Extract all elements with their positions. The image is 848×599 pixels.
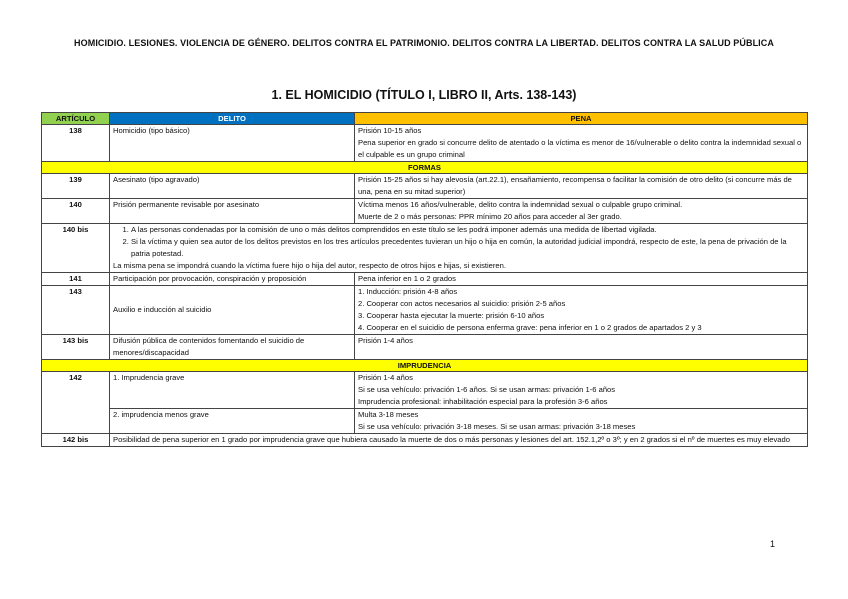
band-label-formas: FORMAS (42, 162, 808, 174)
article-number: 141 (42, 273, 110, 286)
penalty-cell (355, 125, 808, 162)
document-header: HOMICIDIO. LESIONES. VIOLENCIA DE GÉNERO. DELITOS CONTRA EL PATRIMONIO. DELITOS CONTRA LA LIBERTAD. DELITOS CONTRA LA SALUD PÚBLICA (74, 38, 774, 48)
article-number: 140 (42, 199, 110, 224)
column-header-delito: DELITO (110, 113, 355, 125)
page-number: 1 (770, 539, 776, 549)
penalty-line: 4. Cooperar en el suicidio de persona enferma grave: pena inferior en 1 o 2 grados de apartados 2 y 3 (358, 323, 702, 332)
offence-cell: Asesinato (tipo agravado) (110, 174, 355, 199)
article-number: 143 (42, 286, 110, 335)
numbered-list (113, 224, 804, 260)
combined-cell (110, 224, 808, 273)
article-number: 142 bis (42, 434, 110, 447)
offence-cell: Participación por provocación, conspiración y proposición (110, 273, 355, 286)
table-row (42, 199, 808, 224)
penalty-line: Prisión 10-15 años (358, 126, 422, 135)
article-number: 139 (42, 174, 110, 199)
extra-line: La misma pena se impondrá cuando la víctima fuere hijo o hija del autor, respecto de otros hijos e hijas, si existieren. (113, 261, 506, 270)
table-header-row (42, 113, 808, 125)
penalty-cell: Prisión 15-25 años si hay alevosía (art.22.1), ensañamiento, recompensa o facilitar la comisión de otro delito (si concurre más de una, pena en su mitad superior) (355, 174, 808, 199)
list-item: 1. A las personas condenadas por la comisión de uno o más delitos comprendidos en este título se les podrá imponer además una medida de libertad vigilada. (131, 224, 804, 236)
table-row (42, 224, 808, 273)
band-row-formas (42, 162, 808, 174)
combined-cell: Posibilidad de pena superior en 1 grado por imprudencia grave que hubiera causado la muerte de dos o más personas y lesiones del art. 152.1,2º o 3º; y en 2 grados si el nº de muertes es muy elevado (110, 434, 808, 447)
penalty-line: Si se usa vehículo: privación 1-6 años. Si se usan armas: privación 1-6 años (358, 385, 616, 394)
penalty-line: Multa 3-18 meses (358, 410, 419, 419)
article-number: 142 (42, 372, 110, 434)
penalty-line: Imprudencia profesional: inhabilitación especial para la profesión 3-6 años (358, 397, 608, 406)
penalty-cell: Prisión 1-4 años (355, 335, 808, 360)
table-row (42, 273, 808, 286)
offence-cell: Prisión permanente revisable por asesinato (110, 199, 355, 224)
offence-cell: Auxilio e inducción al suicidio (110, 286, 355, 335)
penalty-cell: Pena inferior en 1 o 2 grados (355, 273, 808, 286)
homicide-table (41, 112, 808, 447)
table-row (42, 372, 808, 409)
penalty-line: Víctima menos 16 años/vulnerable, delito contra la indemnidad sexual o culpable grupo criminal. (358, 200, 683, 209)
penalty-line: 3. Cooperar hasta ejecutar la muerte: prisión 6-10 años (358, 311, 545, 320)
penalty-line: Muerte de 2 o más personas: PPR mínimo 20 años para acceder al 3er grado. (358, 212, 622, 221)
table-row (42, 286, 808, 335)
penalty-line: 2. Cooperar con actos necesarios al suicidio: prisión 2-5 años (358, 299, 566, 308)
penalty-cell (355, 409, 808, 434)
band-row-imprudencia (42, 360, 808, 372)
penalty-line: Si se usa vehículo: privación 3-18 meses. Si se usan armas: privación 3-18 meses (358, 422, 636, 431)
table-row (42, 335, 808, 360)
penalty-cell (355, 286, 808, 335)
list-item: 2. Si la víctima y quien sea autor de los delitos previstos en los tres artículos precedentes tuvieran un hijo o hija en común, la autoridad judicial impondrá, respecto de este, la pena de privación de la patria potestad. (131, 236, 804, 260)
penalty-cell (355, 372, 808, 409)
column-header-pena: PENA (355, 113, 808, 125)
article-number: 138 (42, 125, 110, 162)
band-label-imprudencia: IMPRUDENCIA (42, 360, 808, 372)
table-row (42, 409, 808, 434)
penalty-line: Pena superior en grado si concurre delito de atentado o la víctima es menor de 16/vulnerable o delito contra la indemnidad sexual o el culpable es un grupo criminal (358, 138, 802, 159)
table-row (42, 174, 808, 199)
table-row (42, 434, 808, 447)
column-header-articulo: ARTÍCULO (42, 113, 110, 125)
offence-cell: 2. imprudencia menos grave (110, 409, 355, 434)
offence-cell: 1. Imprudencia grave (110, 372, 355, 409)
article-number: 143 bis (42, 335, 110, 360)
penalty-line: Prisión 1-4 años (358, 373, 413, 382)
penalty-line: 1. Inducción: prisión 4-8 años (358, 287, 458, 296)
table-row (42, 125, 808, 162)
penalty-cell (355, 199, 808, 224)
offence-cell: Homicidio (tipo básico) (110, 125, 355, 162)
offence-cell: Difusión pública de contenidos fomentando el suicidio de menores/discapacidad (110, 335, 355, 360)
section-title: 1. EL HOMICIDIO (TÍTULO I, LIBRO II, Arts. 138-143) (271, 88, 577, 102)
article-number: 140 bis (42, 224, 110, 273)
